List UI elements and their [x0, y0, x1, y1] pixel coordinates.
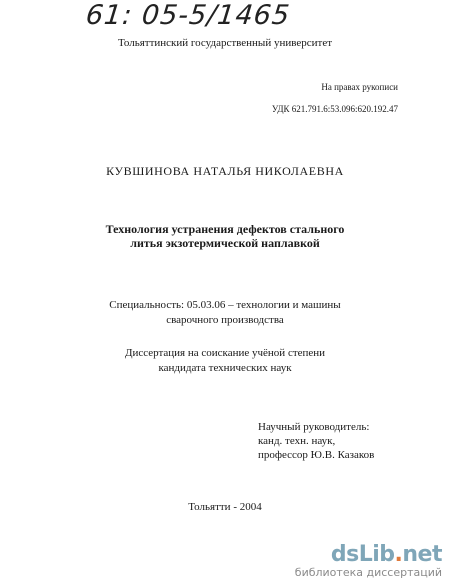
degree-line: Диссертация на соискание учёной степени — [124, 347, 326, 359]
udk-code: УДК 621.791.6:53.096:620.192.47 — [271, 104, 398, 114]
dslib-logo — [295, 544, 442, 566]
supervisor-line: Научный руководитель: — [258, 421, 370, 433]
dslib-subtitle: библиотека диссертаций — [294, 566, 442, 579]
title-line: литья экзотермической наплавкой — [130, 236, 320, 250]
university-name: Тольяттинский государственный университет — [117, 37, 333, 49]
specialty-line: Специальность: 05.03.06 – технологии и машины — [109, 299, 341, 311]
degree-statement — [0, 346, 450, 376]
specialty-line: сварочного производства — [166, 314, 284, 326]
archive-stamp: 61: 05-5/1465 — [84, 0, 292, 31]
supervisor-line: канд. техн. наук, — [258, 435, 336, 447]
author-name: КУВШИНОВА НАТАЛЬЯ НИКОЛАЕВНА — [106, 164, 344, 178]
supervisor-block — [258, 420, 374, 462]
logo-text-pre: dsLib — [330, 542, 395, 567]
logo-dot: . — [394, 542, 403, 567]
logo-text-post: net — [402, 542, 442, 567]
supervisor-line: профессор Ю.В. Казаков — [258, 449, 375, 461]
degree-line: кандидата технических наук — [158, 362, 292, 374]
dissertation-title — [0, 222, 450, 250]
title-line: Технология устранения дефектов стального — [105, 222, 345, 236]
specialty — [0, 298, 450, 328]
dslib-watermark[interactable] — [295, 544, 442, 580]
manuscript-rights: На правах рукописи — [321, 82, 398, 92]
city-year: Тольятти - 2004 — [188, 501, 262, 513]
